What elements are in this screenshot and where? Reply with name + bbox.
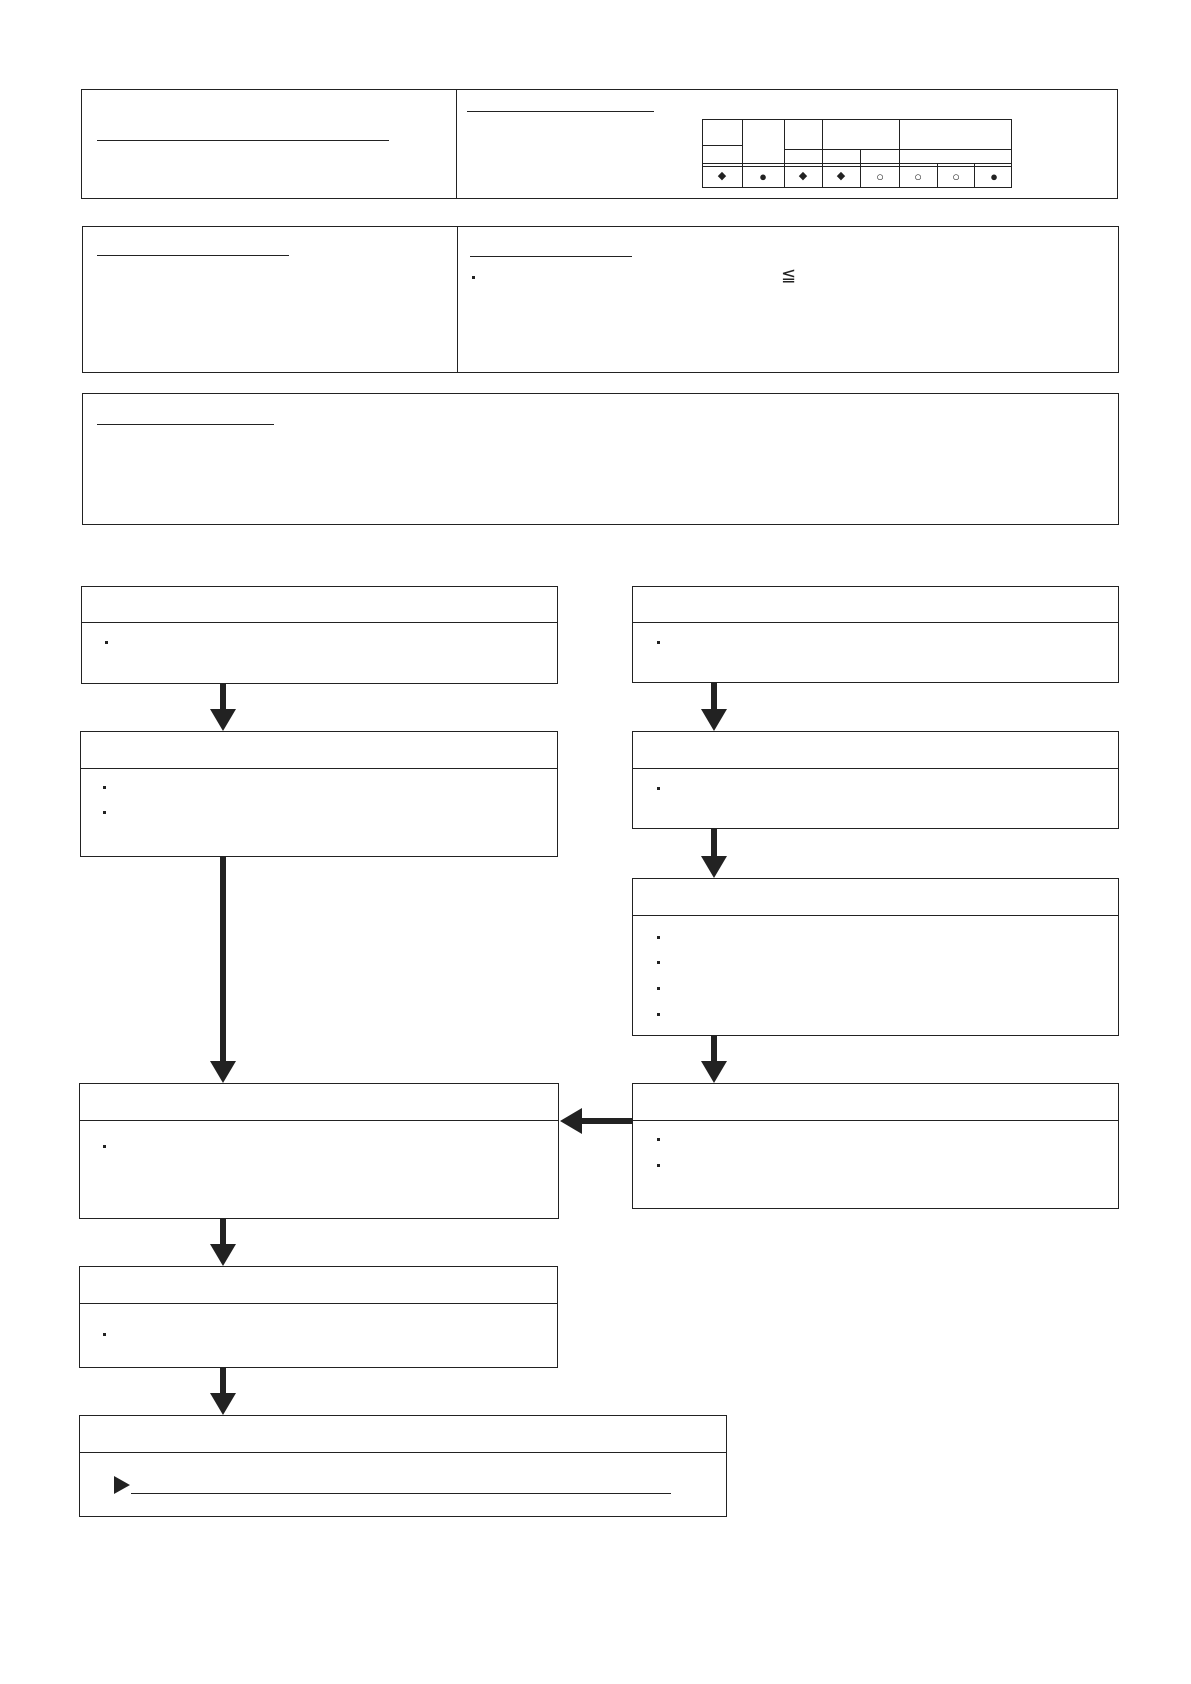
diamond-icon: ◆ [836,170,846,182]
diamond-icon: ◆ [798,170,808,182]
arrowhead-left-4 [210,1393,236,1415]
arrowhead-right-2 [701,856,727,878]
diamond-icon: ◆ [717,170,727,182]
arrowhead-merge [560,1108,582,1134]
arrowhead-right-1 [701,709,727,731]
filled-circle-icon: ● [990,169,998,184]
open-circle-icon: ○ [914,169,922,184]
open-circle-icon: ○ [952,169,960,184]
arrowhead-left-1 [210,709,236,731]
leq-symbol: ≦ [781,265,797,285]
filled-circle-icon: ● [759,169,767,184]
arrowhead-right-3 [701,1061,727,1083]
arrowhead-left-2 [210,1061,236,1083]
open-circle-icon: ○ [876,169,884,184]
arrowhead-left-3 [210,1244,236,1266]
